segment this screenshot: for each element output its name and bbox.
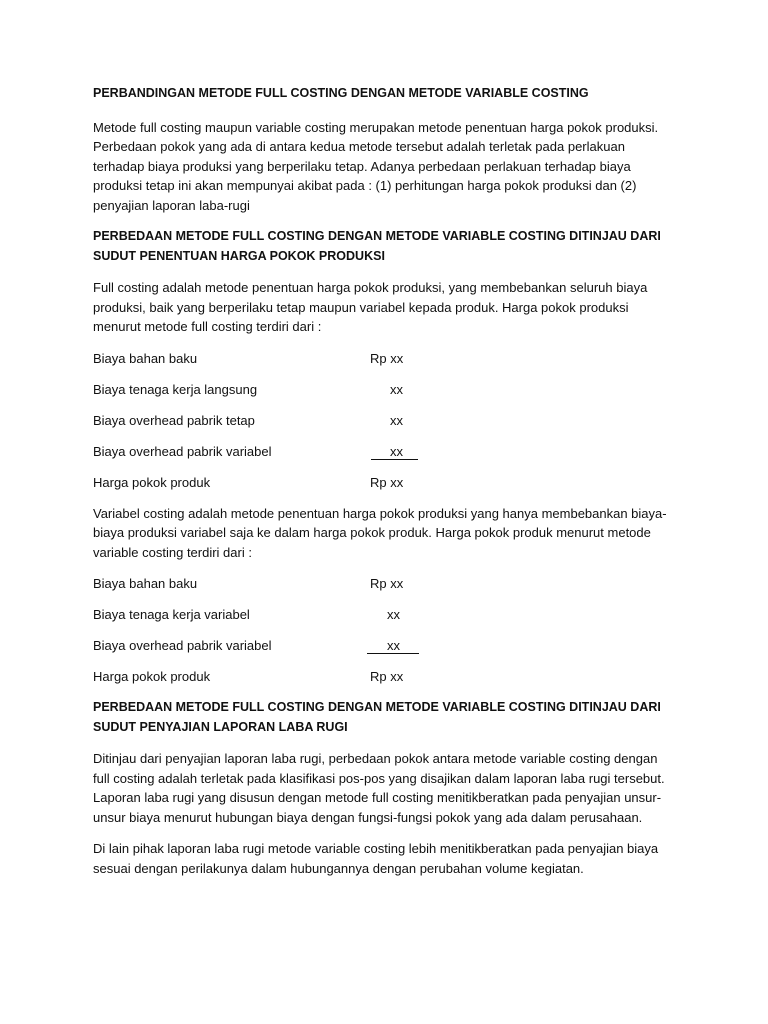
document-page (93, 84, 673, 878)
cost-label: Biaya tenaga kerja langsung (93, 381, 258, 397)
full-costing-table (93, 349, 513, 504)
table-row (93, 349, 513, 380)
cost-value: xx (390, 443, 403, 459)
sum-underline (371, 459, 418, 460)
cost-label: Biaya overhead pabrik variabel (93, 638, 272, 653)
cost-value: xx (390, 381, 403, 397)
cost-value: Rp xx (370, 474, 404, 490)
cost-label: Biaya bahan baku (93, 576, 198, 591)
cost-label: Harga pokok produk (93, 474, 211, 490)
cost-label: Harga pokok produk (93, 669, 211, 684)
table-row (93, 380, 513, 411)
section1-heading: PERBEDAAN METODE FULL COSTING DENGAN METODE VARIABLE COSTING DITINJAU DARI SUDUT PENENTUAN HARGA POKOK PRODUKSI (93, 229, 661, 263)
cost-value: xx (387, 607, 400, 622)
cost-label: Biaya bahan baku (93, 350, 198, 366)
section2-paragraph-2: Di lain pihak laporan laba rugi metode variable costing lebih menitikberatkan pada penyajian biaya sesuai dengan perilakunya dalam hubungannya dengan perubahan volume kegiatan. (93, 841, 659, 876)
cost-value: Rp xx (370, 669, 404, 684)
table-row (93, 574, 513, 605)
sum-underline (367, 653, 419, 654)
full-costing-paragraph: Full costing adalah metode penentuan harga pokok produksi, yang membebankan seluruh biaya produksi, baik yang berperilaku tetap maupun variabel kepada produk. Harga pokok produksi menurut metode full costing terdiri dari : (93, 280, 648, 334)
document-title: PERBANDINGAN METODE FULL COSTING DENGAN METODE VARIABLE COSTING (93, 86, 589, 100)
cost-value: Rp xx (370, 350, 404, 366)
cost-label: Biaya overhead pabrik variabel (93, 443, 272, 459)
variable-costing-paragraph: Variabel costing adalah metode penentuan harga pokok produksi yang hanya membebankan biaya-biaya produksi variabel saja ke dalam harga pokok produk. Harga pokok produk menurut metode variable costing terdiri dari : (93, 505, 667, 560)
table-row (93, 605, 513, 636)
table-row (93, 411, 513, 442)
variable-costing-table (93, 574, 513, 698)
table-row (93, 442, 513, 473)
section2-heading: PERBEDAAN METODE FULL COSTING DENGAN METODE VARIABLE COSTING DITINJAU DARI SUDUT PENYAJIAN LAPORAN LABA RUGI (93, 700, 661, 734)
cost-value: xx (387, 638, 400, 653)
cost-label: Biaya tenaga kerja variabel (93, 607, 250, 622)
section2-paragraph-1: Ditinjau dari penyajian laporan laba rugi, perbedaan pokok antara metode variable costing dengan full costing adalah terletak pada klasifikasi pos-pos yang disajikan dalam laporan laba rugi tersebut. Laporan laba rugi yang disusun dengan metode full costing menitikberatkan pada penyajian unsur-unsur biaya menurut hubungan biaya dengan fungsi-fungsi pokok yang ada dalam perusahaan. (93, 751, 665, 825)
table-row (93, 473, 513, 504)
intro-paragraph: Metode full costing maupun variable costing merupakan metode penentuan harga pokok produksi. Perbedaan pokok yang ada di antara kedua metode tersebut adalah terletak pada perlakuan terhadap biaya produksi yang berperilaku tetap. Adanya perbedaan perlakuan terhadap biaya produksi tetap ini akan mempunyai akibat pada : (1) perhitungan harga pokok produksi dan (2) penyajian laporan laba-rugi (93, 119, 659, 213)
table-row (93, 667, 513, 698)
cost-label: Biaya overhead pabrik tetap (93, 412, 255, 428)
cost-value: Rp xx (370, 576, 404, 591)
cost-value: xx (390, 412, 403, 428)
table-row (93, 636, 513, 667)
